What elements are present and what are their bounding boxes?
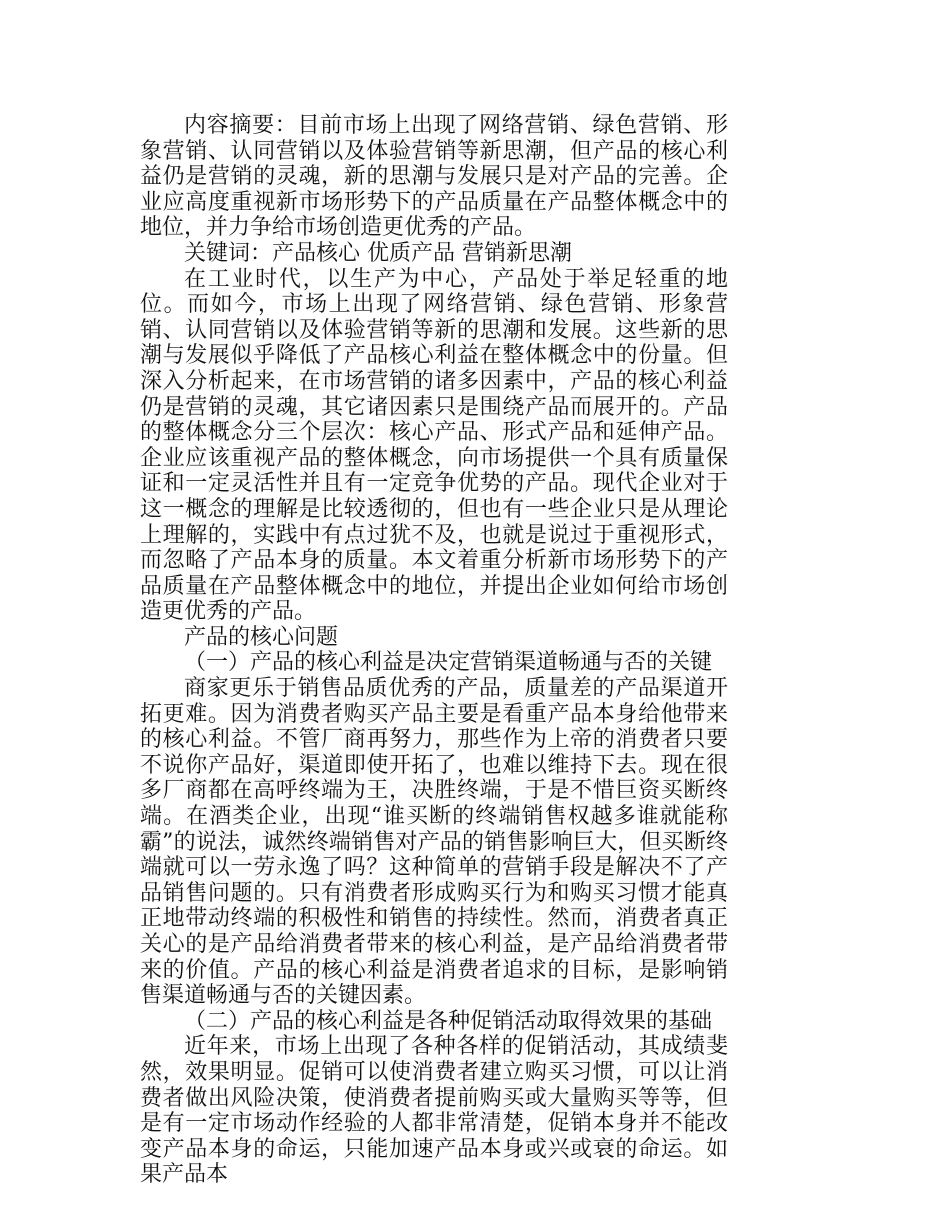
- document-page: [140, 113, 728, 1188]
- subsection-2-body: 近年来，市场上出现了各种各样的促销活动，其成绩斐然，效果明显。促销可以使消费者建立购买习惯，可以让消费者做出风险决策，使消费者提前购买或大量购买等等，但是有一定市场动作经验的人都非常清楚，促销本身并不能改变产品本身的命运，只能加速产品本身或兴或衰的命运。如果产品本: [140, 1034, 728, 1188]
- section-title: 产品的核心问题: [184, 624, 339, 650]
- abstract-paragraph: 内容摘要：目前市场上出现了网络营销、绿色营销、形象营销、认同营销以及体验营销等新思潮，但产品的核心利益仍是营销的灵魂，新的思潮与发展只是对产品的完善。企业应高度重视新市场形势下的产品质量在产品整体概念中的地位，并力争给市场创造更优秀的产品。: [140, 113, 728, 241]
- subsection-1-title: （一）产品的核心利益是决定营销渠道畅通与否的关键: [184, 650, 713, 676]
- keywords-line: 关键词：产品核心 优质产品 营销新思潮: [184, 240, 572, 266]
- subsection-1-body: 商家更乐于销售品质优秀的产品，质量差的产品渠道开拓更难。因为消费者购买产品主要是看重产品本身给他带来的核心利益。不管厂商再努力，那些作为上帝的消费者只要不说你产品好，渠道即使开拓了，也难以维持下去。现在很多厂商都在高呼终端为王，决胜终端，于是不惜巨资买断终端。在酒类企业，出现“谁买断的终端销售权越多谁就能称霸”的说法，诚然终端销售对产品的销售影响巨大，但买断终端就可以一劳永逸了吗？这种简单的营销手段是解决不了产品销售问题的。只有消费者形成购买行为和购买习惯才能真正地带动终端的积极性和销售的持续性。然而，消费者真正关心的是产品给消费者带来的核心利益，是产品给消费者带来的价值。产品的核心利益是消费者追求的目标，是影响销售渠道畅通与否的关键因素。: [140, 676, 728, 1009]
- subsection-2-title: （二）产品的核心利益是各种促销活动取得效果的基础: [184, 1008, 713, 1034]
- intro-paragraph: 在工业时代，以生产为中心，产品处于举足轻重的地位。而如今，市场上出现了网络营销、绿色营销、形象营销、认同营销以及体验营销等新的思潮和发展。这些新的思潮与发展似乎降低了产品核心利益在整体概念中的份量。但深入分析起来，在市场营销的诸多因素中，产品的核心利益仍是营销的灵魂，其它诸因素只是围绕产品而展开的。产品的整体概念分三个层次：核心产品、形式产品和延伸产品。企业应该重视产品的整体概念，向市场提供一个具有质量保证和一定灵活性并且有一定竞争优势的产品。现代企业对于这一概念的理解是比较透彻的，但也有一些企业只是从理论上理解的，实践中有点过犹不及，也就是说过于重视形式，而忽略了产品本身的质量。本文着重分析新市场形势下的产品质量在产品整体概念中的地位，并提出企业如何给市场创造更优秀的产品。: [140, 266, 728, 625]
